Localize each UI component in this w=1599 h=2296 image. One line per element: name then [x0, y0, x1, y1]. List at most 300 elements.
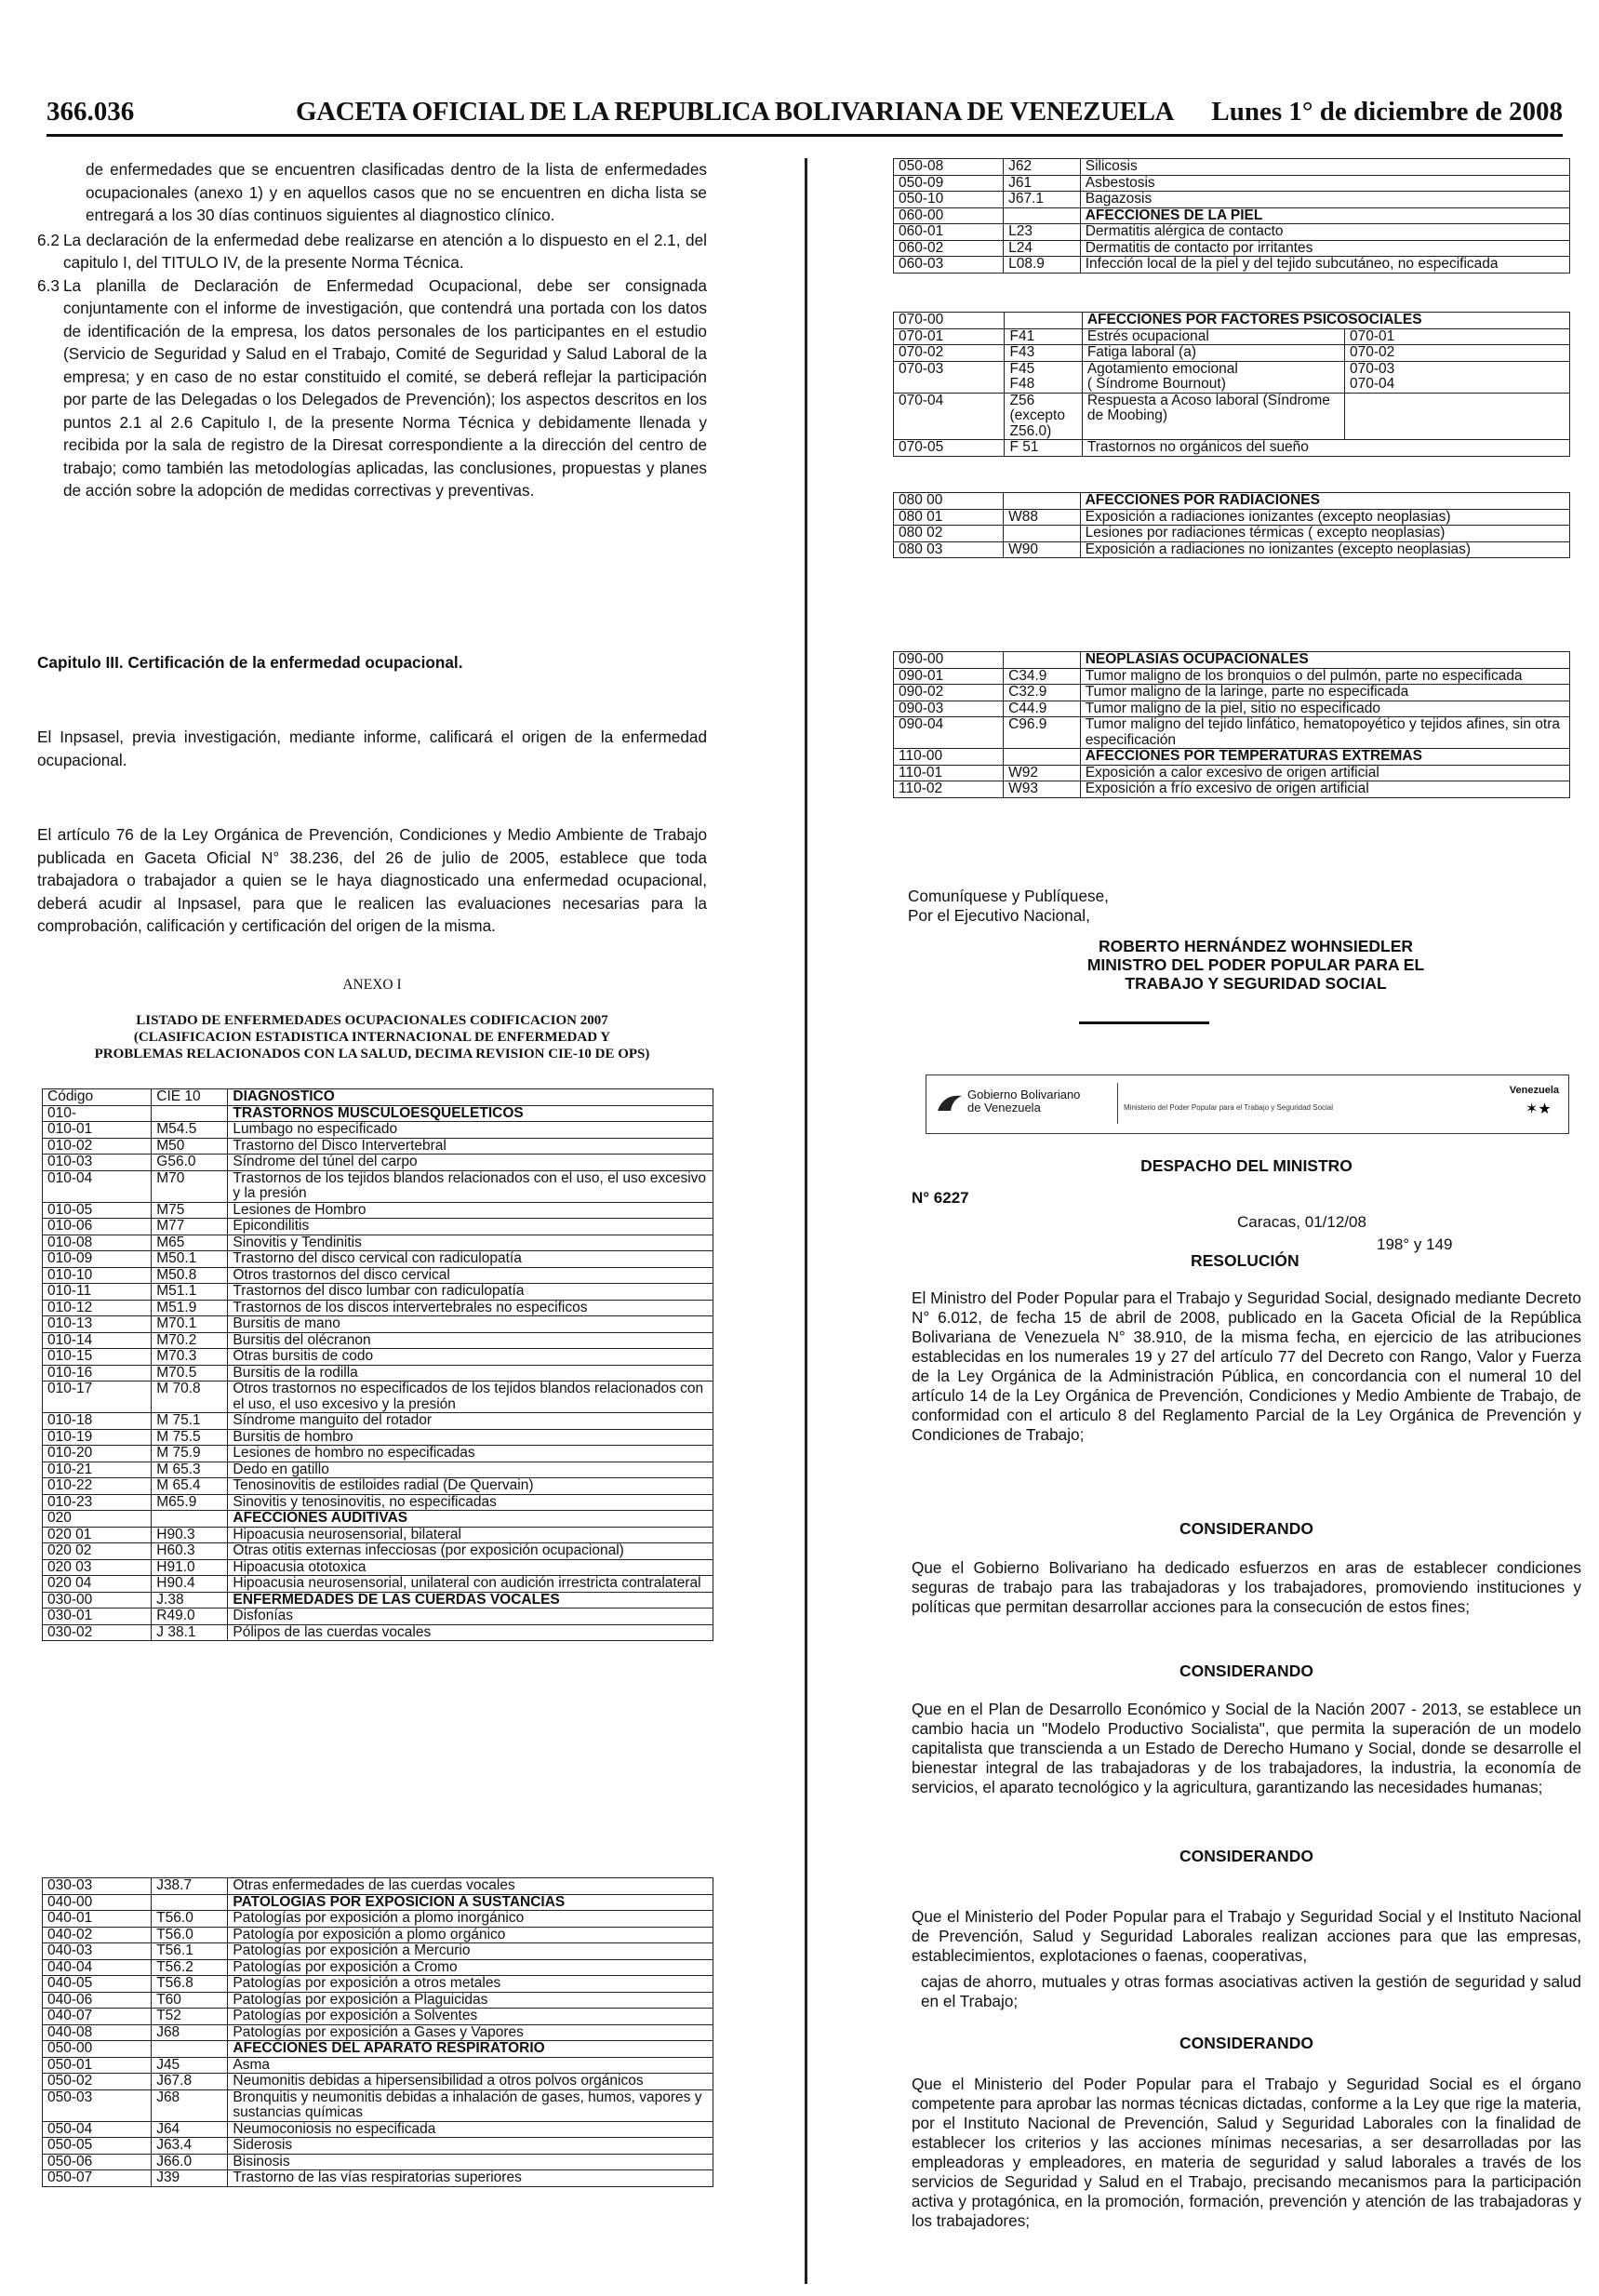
cie10-cell: J68 — [152, 2089, 228, 2121]
resolution-number: N° 6227 — [912, 1189, 969, 1207]
table-row — [43, 1878, 713, 1895]
diagnosis-cell: Trastorno de las vías respiratorias superiores — [228, 2170, 713, 2187]
code-cell: 040-00 — [43, 1894, 152, 1911]
code-cell: 050-06 — [43, 2154, 152, 2170]
cie10-cell: F45 F48 — [1005, 361, 1082, 393]
diagnosis-cell: Hipoacusia ototoxica — [228, 1559, 713, 1576]
code-cell: 020 01 — [43, 1527, 152, 1543]
table-row — [43, 1943, 713, 1960]
cie10-cell: W90 — [1004, 541, 1081, 558]
diagnosis-cell: Epicondilitis — [228, 1219, 713, 1235]
cie10-cell: T56.8 — [152, 1976, 228, 1993]
table-row — [894, 781, 1570, 798]
code-cell: 060-02 — [894, 240, 1004, 257]
diagnosis-cell: Lesiones por radiaciones térmicas ( excepto neoplasias) — [1080, 526, 1569, 542]
table-row — [43, 1976, 713, 1993]
diagnosis-cell: Lesiones de hombro no especificadas — [228, 1446, 713, 1462]
table-row — [43, 1894, 713, 1911]
code-cell: 010-23 — [43, 1494, 152, 1511]
diagnosis-cell: Silicosis — [1080, 159, 1569, 176]
diagnosis-cell: Otras bursitis de codo — [228, 1349, 713, 1366]
code-cell: 010-10 — [43, 1267, 152, 1284]
table-row — [43, 1527, 713, 1543]
cie10-cell: W88 — [1004, 509, 1081, 526]
diagnosis-cell: Otros trastornos no especificados de los tejidos blandos relacionados con el uso, el uso excesivo y la presión — [228, 1382, 713, 1413]
code-cell: 030-03 — [43, 1878, 152, 1895]
cie10-cell: M50.8 — [152, 1267, 228, 1284]
table-row — [43, 1576, 713, 1593]
code-cell: 040-01 — [43, 1911, 152, 1928]
cie10-cell — [152, 1894, 228, 1911]
table-row — [43, 1382, 713, 1413]
cie10-cell: Z56 (excepto Z56.0) — [1005, 393, 1082, 440]
code-cell: 010-05 — [43, 1202, 152, 1219]
diagnosis-cell: Tenosinovitis de estiloides radial (De Quervain) — [228, 1478, 713, 1495]
table-row — [894, 668, 1570, 685]
code-cell: 030-01 — [43, 1609, 152, 1625]
cie10-cell: M70.3 — [152, 1349, 228, 1366]
cie10-cell: T52 — [152, 2009, 228, 2025]
code-cell: 010-09 — [43, 1251, 152, 1268]
table-row — [43, 1219, 713, 1235]
diagnosis-cell: Asbestosis — [1080, 175, 1569, 192]
diagnosis-cell: ENFERMEDADES DE LAS CUERDAS VOCALES — [228, 1592, 713, 1609]
code-cell: 050-03 — [43, 2089, 152, 2121]
table-row — [43, 1284, 713, 1301]
table-row — [43, 1959, 713, 1976]
diagnosis-cell: Infección local de la piel y del tejido subcutáneo, no especificada — [1080, 257, 1569, 274]
code-cell: 040-07 — [43, 2009, 152, 2025]
diagnosis-cell: Trastornos del disco lumbar con radiculopatía — [228, 1284, 713, 1301]
column-divider — [805, 158, 807, 2284]
diagnosis-cell: Tumor maligno de los bronquios o del pulmón, parte no especificada — [1080, 668, 1569, 685]
ejecutivo-text: Por el Ejecutivo Nacional, — [908, 906, 1090, 925]
table-row — [43, 1089, 713, 1106]
cie10-cell: M 70.8 — [152, 1382, 228, 1413]
considerando-4-heading: CONSIDERANDO — [1179, 2034, 1313, 2052]
code-cell: 010-02 — [43, 1138, 152, 1155]
table-row — [894, 493, 1570, 510]
table-row — [894, 192, 1570, 208]
table-row — [43, 1122, 713, 1139]
code-cell: 010-20 — [43, 1446, 152, 1462]
considerando-1-heading: CONSIDERANDO — [1179, 1519, 1313, 1538]
diagnosis-cell: Tumor maligno de la piel, sitio no especificado — [1080, 701, 1569, 717]
table-row — [43, 2138, 713, 2155]
table-row — [43, 1267, 713, 1284]
code-cell: 050-07 — [43, 2170, 152, 2187]
gazette-title: GACETA OFICIAL DE LA REPUBLICA BOLIVARIANA DE VENEZUELA — [296, 97, 1175, 127]
code-cell: 070-00 — [894, 313, 1005, 329]
diagnosis-cell: PATOLOGIAS POR EXPOSICION A SUSTANCIAS — [228, 1894, 713, 1911]
code-cell: 010-12 — [43, 1300, 152, 1316]
considerando-4-text: Que el Ministerio del Poder Popular para el Trabajo y Seguridad Social es el órgano competente para aprobar las normas técnicas dictadas, conforme a la Ley que rige la materia, por el Instituto Nacional de Prevención, Salud y Seguridad Laborales con la finalidad de establecer los criterios y las acciones mínimas necesarias, a ser desarrolladas por las empleadoras y empleadores, en materia de seguridad y salud laborales a través de los servicios de Seguridad y Salud en el Trabajo, precisando mecanismos para la participación activa y protagónica, en la promoción, formación, prevención y atención de las trabajadoras y los trabajadores; — [912, 2075, 1581, 2230]
code-cell: 110-01 — [894, 765, 1004, 781]
left-column-text — [37, 158, 707, 502]
table-row — [43, 1624, 713, 1641]
cie10-cell: J61 — [1004, 175, 1081, 192]
cie10-cell: M70.2 — [152, 1332, 228, 1349]
years-text: 198° y 149 — [1377, 1235, 1453, 1253]
cie10-cell: J 38.1 — [152, 1624, 228, 1641]
diagnosis-cell: AFECCIONES DE LA PIEL — [1080, 207, 1569, 224]
minister-signature: ROBERTO HERNÁNDEZ WOHNSIEDLER MINISTRO DEL PODER POPULAR PARA EL TRABAJO Y SEGURIDAD SOCIAL — [1086, 937, 1425, 993]
cie10-cell: W92 — [1004, 765, 1081, 781]
code-cell: 090-00 — [894, 652, 1004, 669]
comuniquese-text: Comuníquese y Publíquese, — [908, 887, 1109, 905]
code-cell: 010-11 — [43, 1284, 152, 1301]
cie10-cell: T56.1 — [152, 1943, 228, 1960]
table-row — [43, 1494, 713, 1511]
code-cell: 110-00 — [894, 749, 1004, 766]
diagnosis-cell: Tumor maligno de la laringe, parte no especificada — [1080, 685, 1569, 701]
diagnosis-cell: AFECCIONES AUDITIVAS — [228, 1511, 713, 1528]
diagnosis-cell: Pólipos de las cuerdas vocales — [228, 1624, 713, 1641]
code-cell: 050-08 — [894, 159, 1004, 176]
code-cell: 110-02 — [894, 781, 1004, 798]
table-row — [43, 1105, 713, 1122]
cross-reference-cell: 070-03 070-04 — [1344, 361, 1569, 393]
table-row — [43, 1235, 713, 1251]
table-row — [43, 1316, 713, 1333]
code-cell: 010- — [43, 1105, 152, 1122]
code-cell: 010-14 — [43, 1332, 152, 1349]
cie10-cell: T60 — [152, 1992, 228, 2009]
table-row — [43, 1413, 713, 1430]
code-cell: 010-06 — [43, 1219, 152, 1235]
table-row — [43, 1446, 713, 1462]
code-cell: 090-03 — [894, 701, 1004, 717]
code-cell: 080 02 — [894, 526, 1004, 542]
code-cell: 010-13 — [43, 1316, 152, 1333]
diagnosis-cell: AFECCIONES DEL APARATO RESPIRATORIO — [228, 2041, 713, 2058]
cie10-cell: M51.9 — [152, 1300, 228, 1316]
cie10-cell — [1004, 749, 1081, 766]
code-cell: 070-01 — [894, 328, 1005, 345]
code-cell: 090-04 — [894, 717, 1004, 749]
code-cell: 050-10 — [894, 192, 1004, 208]
diagnosis-cell: Exposición a frío excesivo de origen artificial — [1080, 781, 1569, 798]
code-cell: 010-17 — [43, 1382, 152, 1413]
svg-text:✶★: ✶★ — [1526, 1100, 1552, 1116]
code-cell: 050-04 — [43, 2121, 152, 2138]
diagnosis-cell: Lesiones de Hombro — [228, 1202, 713, 1219]
considerando-3-text-a: Que el Ministerio del Poder Popular para el Trabajo y Seguridad Social y el Instituto Nacional de Prevención, Salud y Seguridad Laborales realizan acciones para que las empresas, establecimientos, explotaciones o faenas, cooperativas, — [912, 1907, 1581, 1965]
cie10-cell — [1004, 207, 1081, 224]
diagnosis-cell: Trastornos de los discos intervertebrales no especificos — [228, 1300, 713, 1316]
code-cell: 070-03 — [894, 361, 1005, 393]
cie10-cell: M77 — [152, 1219, 228, 1235]
table-row — [43, 2170, 713, 2187]
cie10-cell: M 75.5 — [152, 1429, 228, 1446]
issue-date: Lunes 1° de diciembre de 2008 — [1211, 97, 1563, 127]
cie10-cell: F41 — [1005, 328, 1082, 345]
diagnosis-cell: Exposición a radiaciones no ionizantes (excepto neoplasias) — [1080, 541, 1569, 558]
diagnosis-cell: AFECCIONES POR TEMPERATURAS EXTREMAS — [1080, 749, 1569, 766]
code-cell: 040-03 — [43, 1943, 152, 1960]
table-row — [43, 1349, 713, 1366]
table-row — [894, 175, 1570, 192]
table-row — [894, 240, 1570, 257]
code-cell: 050-05 — [43, 2138, 152, 2155]
code-cell: 060-00 — [894, 207, 1004, 224]
code-cell: 010-04 — [43, 1170, 152, 1202]
considerando-2-heading: CONSIDERANDO — [1179, 1662, 1313, 1680]
intro-paragraph: de enfermedades que se encuentren clasificadas dentro de la lista de enfermedades ocupacionales (anexo 1) y en aquellos casos que no se encuentren en dicha lista se entregará a los 30 días continuos siguientes al diagnostico clínico. — [86, 160, 707, 224]
table-row — [894, 685, 1570, 701]
table-row — [894, 440, 1570, 457]
table-row — [43, 1332, 713, 1349]
code-cell: 010-21 — [43, 1462, 152, 1478]
diagnosis-cell: Dedo en gatillo — [228, 1462, 713, 1478]
radiation-table — [893, 492, 1570, 558]
cie10-cell: L24 — [1004, 240, 1081, 257]
table-row — [894, 393, 1570, 440]
code-cell: 040-04 — [43, 1959, 152, 1976]
table-row — [894, 509, 1570, 526]
table-row — [43, 1251, 713, 1268]
diagnosis-cell: Patología por exposición a plomo orgánico — [228, 1927, 713, 1943]
annex-label: ANEXO I — [342, 977, 402, 993]
diagnosis-cell: Tumor maligno del tejido linfático, hematopoyético y tejidos afines, sin otra especificación — [1080, 717, 1569, 749]
considerando-2-text: Que en el Plan de Desarrollo Económico y Social de la Nación 2007 - 2013, se establece un cambio hacia un "Modelo Productivo Socialista", que permita la superación de un modelo capitalista que transcienda a un Estado de Derecho Humano y Social, donde se desarrolle el bienestar integral de las trabajadoras y de los trabajadores, la industria, la economía de servicios, el aparato tecnológico y la agricultura, garantizando las necesidades humanas; — [912, 1700, 1581, 1796]
diagnosis-cell: Sinovitis y tenosinovitis, no especificadas — [228, 1494, 713, 1511]
diagnosis-cell: Patologías por exposición a plomo inorgánico — [228, 1911, 713, 1928]
cie10-cell — [1004, 652, 1081, 669]
paragraph-inpsasel: El Inpsasel, previa investigación, mediante informe, calificará el origen de la enfermedad ocupacional. — [37, 728, 707, 769]
diagnosis-cell: DIAGNOSTICO — [228, 1089, 713, 1106]
cie10-cell — [1005, 313, 1082, 329]
code-cell: 020 — [43, 1511, 152, 1528]
disease-table-part-2 — [42, 1877, 713, 2187]
table-row — [43, 1992, 713, 2009]
diagnosis-cell: Agotamiento emocional ( Síndrome Bournout) — [1082, 361, 1344, 393]
cie10-cell — [152, 1105, 228, 1122]
cie10-cell — [1004, 493, 1081, 510]
diagnosis-cell: Patologías por exposición a Solventes — [228, 2009, 713, 2025]
table-row — [43, 2024, 713, 2041]
cie10-cell: G56.0 — [152, 1155, 228, 1171]
table-row — [43, 1300, 713, 1316]
table-row — [43, 2041, 713, 2058]
code-cell: 010-01 — [43, 1122, 152, 1139]
cie10-cell: M54.5 — [152, 1122, 228, 1139]
table-row — [894, 652, 1570, 669]
diagnosis-cell: Bursitis de hombro — [228, 1429, 713, 1446]
code-cell: 040-08 — [43, 2024, 152, 2041]
diagnosis-cell: Disfonías — [228, 1609, 713, 1625]
place-date: Caracas, 01/12/08 — [1237, 1213, 1366, 1231]
diagnosis-cell: Siderosis — [228, 2138, 713, 2155]
code-cell: Código — [43, 1089, 152, 1106]
diagnosis-cell: Asma — [228, 2057, 713, 2074]
gobierno-logo-icon — [936, 1090, 964, 1115]
item-6-2: 6.2 La declaración de la enfermedad debe realizarse en atención a lo dispuesto en el 2.1, del capitulo I, del TITULO IV, de la presente Norma Técnica. — [37, 230, 707, 272]
cie10-cell: M70.1 — [152, 1316, 228, 1333]
cie10-cell: L08.9 — [1004, 257, 1081, 274]
cross-reference-cell: 070-02 — [1344, 345, 1569, 362]
cie10-cell: M 75.9 — [152, 1446, 228, 1462]
code-cell: 090-02 — [894, 685, 1004, 701]
table-row — [43, 1478, 713, 1495]
cie10-cell: J63.4 — [152, 2138, 228, 2155]
code-cell: 050-02 — [43, 2074, 152, 2090]
cie10-cell: J39 — [152, 2170, 228, 2187]
ministry-name: Ministerio del Poder Popular para el Trabajo y Seguridad Social — [1124, 1103, 1334, 1112]
diagnosis-cell: Dermatitis de contacto por irritantes — [1080, 240, 1569, 257]
cie10-cell: J38.7 — [152, 1878, 228, 1895]
table-row — [43, 1927, 713, 1943]
diagnosis-cell: Patologías por exposición a otros metales — [228, 1976, 713, 1993]
diagnosis-cell: Patologías por exposición a Plaguicidas — [228, 1992, 713, 2009]
cie10-cell: W93 — [1004, 781, 1081, 798]
table-row — [894, 224, 1570, 241]
diagnosis-cell: TRASTORNOS MUSCULOESQUELETICOS — [228, 1105, 713, 1122]
table-row — [43, 1429, 713, 1446]
cie10-cell: L23 — [1004, 224, 1081, 241]
cie10-cell: R49.0 — [152, 1609, 228, 1625]
code-cell: 080 00 — [894, 493, 1004, 510]
code-cell: 080 03 — [894, 541, 1004, 558]
diagnosis-cell: Patologías por exposición a Cromo — [228, 1959, 713, 1976]
diagnosis-cell: Bursitis de mano — [228, 1316, 713, 1333]
cie10-cell: F43 — [1005, 345, 1082, 362]
diagnosis-cell: Patologías por exposición a Mercurio — [228, 1943, 713, 1960]
table-row — [43, 1170, 713, 1202]
cie10-cell: M65.9 — [152, 1494, 228, 1511]
diagnosis-cell: Trastornos de los tejidos blandos relacionados con el uso, el uso excesivo y la presión — [228, 1170, 713, 1202]
diagnosis-cell: Otros trastornos del disco cervical — [228, 1267, 713, 1284]
cie10-cell: H91.0 — [152, 1559, 228, 1576]
considerando-1-text: Que el Gobierno Bolivariano ha dedicado esfuerzos en aras de establecer condiciones seguras de trabajo para las trabajadoras y los trabajadores, promoviendo instituciones y políticas que permitan desarrollar acciones para la consecución de estos fines; — [912, 1558, 1581, 1616]
cie10-cell: M70.5 — [152, 1365, 228, 1382]
table-row — [894, 701, 1570, 717]
cie10-cell: C34.9 — [1004, 668, 1081, 685]
table-row — [43, 2121, 713, 2138]
resolution-body: El Ministro del Poder Popular para el Trabajo y Seguridad Social, designado mediante Decreto N° 6.012, de fecha 15 de abril de 2008, publicado en la Gaceta Oficial de la República Bolivariana de Venezuela N° 38.910, de la misma fecha, en ejercicio de las atribuciones establecidas en los numerales 19 y 27 del artículo 77 del Decreto con Rango, Valor y Fuerza de la Ley Orgánica de la Administración Pública, en concordancia con el numeral 10 del artículo 14 de la Ley Orgánica de Prevención, Condiciones y Medio Ambiente de Trabajo, de conformidad con el articulo 8 del Reglamento Parcial de la Ley Orgánica de Prevención y Condiciones de Trabajo; — [912, 1288, 1581, 1444]
diagnosis-cell: Síndrome del túnel del carpo — [228, 1155, 713, 1171]
resolucion-heading: RESOLUCIÓN — [1191, 1251, 1299, 1270]
code-cell: 020 04 — [43, 1576, 152, 1593]
table-row — [43, 2009, 713, 2025]
cie10-cell: CIE 10 — [152, 1089, 228, 1106]
cie10-cell: J68 — [152, 2024, 228, 2041]
diagnosis-cell: AFECCIONES POR FACTORES PSICOSOCIALES — [1082, 313, 1569, 329]
table-row — [43, 1592, 713, 1609]
cie10-cell: M50.1 — [152, 1251, 228, 1268]
chapter-heading: Capitulo III. Certificación de la enfermedad ocupacional. — [37, 653, 463, 672]
cie10-cell: T56.2 — [152, 1959, 228, 1976]
cie10-cell: M 75.1 — [152, 1413, 228, 1430]
table-row — [43, 1609, 713, 1625]
cie10-cell: M 65.3 — [152, 1462, 228, 1478]
table-row — [894, 328, 1570, 345]
code-cell: 020 03 — [43, 1559, 152, 1576]
code-cell: 010-19 — [43, 1429, 152, 1446]
cie10-cell: M70 — [152, 1170, 228, 1202]
cie10-cell: J66.0 — [152, 2154, 228, 2170]
diagnosis-cell: Bagazosis — [1080, 192, 1569, 208]
code-cell: 030-00 — [43, 1592, 152, 1609]
code-cell: 010-15 — [43, 1349, 152, 1366]
cie10-cell: C44.9 — [1004, 701, 1081, 717]
code-cell: 020 02 — [43, 1543, 152, 1560]
psychosocial-table — [893, 312, 1570, 457]
code-cell: 010-18 — [43, 1413, 152, 1430]
diagnosis-cell: Neumonitis debidas a hipersensibilidad a otros polvos orgánicos — [228, 2074, 713, 2090]
cie10-cell: J64 — [152, 2121, 228, 2138]
cie10-cell: J67.8 — [152, 2074, 228, 2090]
cie10-cell: H90.3 — [152, 1527, 228, 1543]
code-cell: 040-02 — [43, 1927, 152, 1943]
code-cell: 030-02 — [43, 1624, 152, 1641]
code-cell: 050-00 — [43, 2041, 152, 2058]
cie10-cell: M51.1 — [152, 1284, 228, 1301]
despacho-heading: DESPACHO DEL MINISTRO — [1140, 1156, 1352, 1175]
cie10-cell: M65 — [152, 1235, 228, 1251]
diagnosis-cell: Hipoacusia neurosensorial, unilateral con audición irrestricta contralateral — [228, 1576, 713, 1593]
diagnosis-cell: Bisinosis — [228, 2154, 713, 2170]
table-row — [43, 1155, 713, 1171]
table-row — [894, 749, 1570, 766]
table-row — [894, 541, 1570, 558]
diagnosis-cell: AFECCIONES POR RADIACIONES — [1080, 493, 1569, 510]
table-row — [894, 361, 1570, 393]
table-row — [43, 2154, 713, 2170]
ministry-letterhead: Gobierno Bolivariano de Venezuela Ministerio del Poder Popular para el Trabajo y Seguridad Social Venezuela ✶★ — [926, 1075, 1569, 1134]
table-row — [894, 717, 1570, 749]
cie10-cell: M 65.4 — [152, 1478, 228, 1495]
diagnosis-cell: Bursitis de la rodilla — [228, 1365, 713, 1382]
considerando-3-heading: CONSIDERANDO — [1179, 1847, 1313, 1865]
code-cell: 040-06 — [43, 1992, 152, 2009]
cross-reference-cell — [1344, 393, 1569, 440]
table-row — [43, 2074, 713, 2090]
diagnosis-cell: Dermatitis alérgica de contacto — [1080, 224, 1569, 241]
code-cell: 040-05 — [43, 1976, 152, 1993]
diagnosis-cell: Trastornos no orgánicos del sueño — [1082, 440, 1569, 457]
code-cell: 010-03 — [43, 1155, 152, 1171]
code-cell: 060-01 — [894, 224, 1004, 241]
page-number: 366.036 — [47, 97, 135, 127]
disease-table-part-3 — [893, 158, 1570, 274]
diagnosis-cell: Respuesta a Acoso laboral (Síndrome de Moobing) — [1082, 393, 1344, 440]
diagnosis-cell: NEOPLASIAS OCUPACIONALES — [1080, 652, 1569, 669]
table-row — [43, 1365, 713, 1382]
venezuela-brand: Venezuela — [1509, 1085, 1559, 1096]
cie10-cell: T56.0 — [152, 1927, 228, 1943]
item-6-3: 6.3 La planilla de Declaración de Enfermedad Ocupacional, debe ser consignada conjuntamente con el informe de investigación, que contendrá una portada con los datos de identificación de la empresa, los datos personales de los participantes en el estudio (Servicio de Seguridad y Salud en el Trabajo, Comité de Seguridad y Salud Laboral de la empresa; y en caso de no estar constituido el comité, se deberá reflejar la participación por parte de las Delegadas o los Delegados de Prevención); los aspectos descritos en los puntos 2.1 al 2.6 Capitulo I, de la presente Norma Técnica y debidamente llenada y recibida por la sala de registro de la Diresat correspondiente a la dirección del centro de trabajo; como también las metodologías aplicadas, las conclusiones, propuestas y planes de acción sobre la adopción de medidas correctivas y preventivas. — [37, 275, 707, 500]
diagnosis-cell: Bronquitis y neumonitis debidas a inhalación de gases, humos, vapores y sustancias químicas — [228, 2089, 713, 2121]
diagnosis-cell: Trastorno del disco cervical con radiculopatía — [228, 1251, 713, 1268]
table-row — [43, 2057, 713, 2074]
neoplasia-temperature-table — [893, 651, 1570, 798]
table-row — [43, 2089, 713, 2121]
cie10-cell: M50 — [152, 1138, 228, 1155]
table-row — [43, 1462, 713, 1478]
table-row — [43, 1202, 713, 1219]
table-row — [894, 257, 1570, 274]
cie10-cell: J.38 — [152, 1592, 228, 1609]
cie10-cell: H60.3 — [152, 1543, 228, 1560]
table-row — [894, 159, 1570, 176]
cie10-cell: H90.4 — [152, 1576, 228, 1593]
code-cell: 050-09 — [894, 175, 1004, 192]
diagnosis-cell: Fatiga laboral (a) — [1082, 345, 1344, 362]
table-row — [43, 1543, 713, 1560]
annex-title: LISTADO DE ENFERMEDADES OCUPACIONALES CODIFICACION 2007 (CLASIFICACION ESTADISTICA INTERNACIONAL DE ENFERMEDAD Y PROBLEMAS RELACIONADOS CON LA SALUD, DECIMA REVISION CIE-10 DE OPS) — [94, 1013, 650, 1061]
cie10-cell: T56.0 — [152, 1911, 228, 1928]
